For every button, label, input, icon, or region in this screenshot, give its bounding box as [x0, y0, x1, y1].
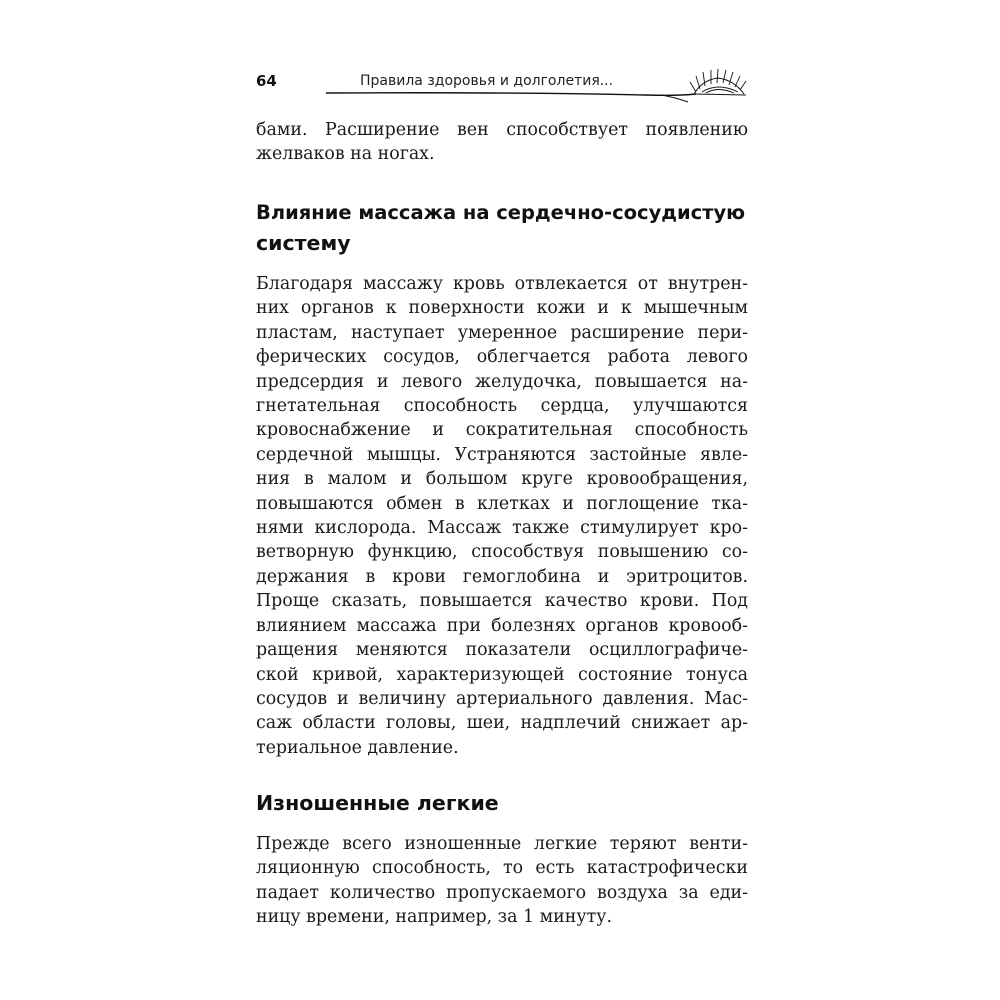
section-paragraph [256, 272, 748, 760]
text-line: падает количество пропускаемого воздуха за еди- [256, 882, 748, 903]
intro-paragraph [256, 118, 748, 167]
text-line: ращения меняются показатели осциллографиче- [256, 640, 748, 661]
text-line: ветворную функцию, способствуя повышению со- [256, 542, 748, 563]
heading-line: Изношенные легкие [256, 791, 499, 815]
text-line: пластам, наступает умеренное расширение пери- [256, 322, 748, 343]
section-paragraph [256, 832, 748, 930]
heading-line: Влияние массажа на сердечно-сосудистую [256, 201, 746, 224]
text-line: саж области головы, шеи, надплечий снижает ар- [256, 713, 748, 734]
flower-ornament-icon [690, 69, 746, 95]
text-line: сосудов и величину артериального давления. Мас- [256, 688, 748, 709]
text-line: ферических сосудов, облегчается работа левого [256, 347, 748, 368]
text-line: ницу времени, например, за 1 минуту. [256, 907, 612, 928]
text-line: влиянием массажа при болезнях органов кровооб- [256, 615, 748, 636]
text-line: Благодаря массажу кровь отвлекается от внутрен- [256, 274, 748, 294]
text-line: гнетательная способность сердца, улучшаются [256, 396, 748, 417]
running-title: Правила здоровья и долголетия... [360, 73, 614, 89]
text-line: предсердия и левого желудочка, повышается на- [256, 371, 748, 392]
text-line: нями кислорода. Массаж также стимулирует кро- [256, 518, 748, 539]
text-line: ния в малом и большом круге кровообращения, [256, 469, 748, 490]
heading-line: систему [256, 231, 351, 255]
text-line: них органов к поверхности кожи и к мышечным [256, 298, 748, 319]
running-header [256, 68, 748, 104]
text-line: сердечной мышцы. Устраняются застойные явле- [256, 444, 748, 465]
text-line: кровоснабжение и сократительная способность [256, 420, 748, 441]
text-line: повышаются обмен в клетках и поглощение тка- [256, 493, 748, 514]
text-line: желваков на ногах. [256, 144, 435, 165]
section-heading [256, 788, 748, 818]
page-number: 64 [256, 72, 277, 90]
section-heading [256, 198, 748, 258]
text-line: держания в крови гемоглобина и эритроцитов. [256, 566, 748, 587]
text-line: Прежде всего изношенные легкие теряют венти- [256, 834, 748, 854]
text-line: ляционную способность, то есть катастрофически [256, 858, 748, 879]
text-line: Проще сказать, повышается качество крови. Под [256, 591, 748, 612]
text-line: бами. Расширение вен способствует появлению [256, 120, 748, 140]
text-line: териальное давление. [256, 737, 459, 758]
text-line: ской кривой, характеризующей состояние тонуса [256, 664, 748, 685]
